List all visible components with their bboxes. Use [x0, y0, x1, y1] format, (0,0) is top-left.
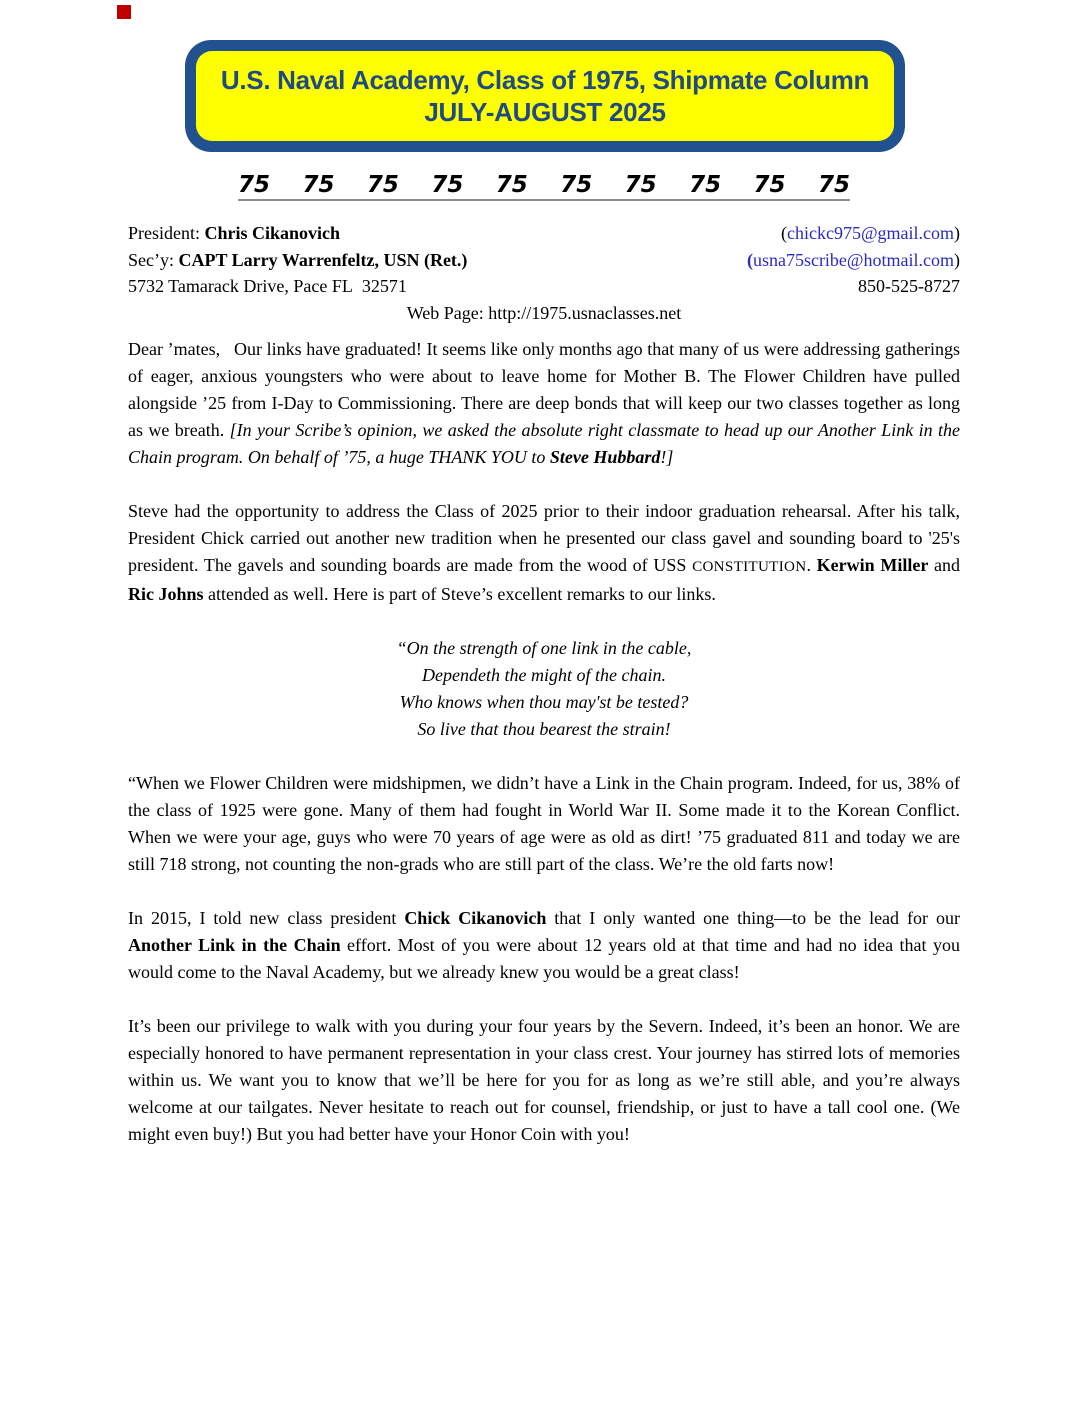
- text-run: and: [928, 555, 960, 575]
- body-content: [128, 336, 960, 1175]
- text-run: Another Link in the Chain: [128, 935, 341, 955]
- paren-open: (: [780, 223, 787, 243]
- divider-75: 75: [366, 172, 399, 198]
- text-run: !]: [660, 447, 674, 467]
- divider-75: 75: [817, 172, 850, 198]
- contact-row-secretary: [128, 247, 960, 274]
- body-paragraph: [128, 1013, 960, 1148]
- secretary-email-link[interactable]: usna75scribe@hotmail.com: [752, 249, 954, 270]
- text-run: Steve had the opportunity to address the Class of 2025 prior to their indoor graduation rehearsal. After his talk, President Chick carried out another new tradition when he presented our class gavel and sounding board to '25's president. The gavels and sounding boards are made from the wood of USS: [128, 501, 960, 575]
- banner-subtitle: JULY-AUGUST 2025: [424, 97, 666, 127]
- divider-75-row: [238, 172, 850, 201]
- text-run: “When we Flower Children were midshipmen, we didn’t have a Link in the Chain program. Indeed, for us, 38% of the class of 1925 were gone. Many of them had fought in World War II. Some made it to the Korean Conflict. When we were your age, guys who were 70 years of age were as old as dirt! ’75 graduated 811 and today we are still 718 strong, not counting the non-grads who are still part of the class. We’re the old farts now!: [128, 773, 960, 874]
- contact-row-president: [128, 220, 960, 247]
- title-banner: [185, 40, 905, 152]
- text-run: In 2015, I told new class president: [128, 908, 405, 928]
- divider-75: 75: [495, 172, 528, 198]
- secretary-phone: 850-525-8727: [858, 276, 960, 296]
- president-email-link[interactable]: chickc975@gmail.com: [786, 223, 954, 243]
- divider-75: 75: [624, 172, 657, 198]
- president-left: [128, 220, 340, 247]
- body-paragraph: [128, 905, 960, 986]
- text-run: CONSTITUTION: [692, 559, 807, 575]
- text-run: attended as well. Here is part of Steve’s excellent remarks to our links.: [203, 584, 716, 604]
- red-corner-marker: [117, 5, 131, 19]
- paren-close: ): [954, 249, 960, 270]
- text-run: It’s been our privilege to walk with you during your four years by the Severn. Indeed, it’s been an honor. We are especially honored to have permanent representation in your class crest. Your journey has stirred lots of memories within us. We want you to know that we’ll be here for you for as long as we’re still able, and you’re always welcome at our tailgates. Never hesitate to reach out for counsel, friendship, or just to have a tall cool one. (We might even buy!) But you had better have your Honor Coin with you!: [128, 1016, 960, 1144]
- quote-line: “On the strength of one link in the cable,: [396, 638, 692, 658]
- text-run: effort. Most of you were about 12 years old at that time and had no idea that you would come to the Naval Academy, but we already knew you would be a great class!: [128, 935, 960, 982]
- text-run: that I only wanted one thing—to be the lead for our: [546, 908, 960, 928]
- secretary-label: Sec’y:: [128, 249, 179, 270]
- text-run: Dear ’mates, Our links have graduated! It seems like only months ago that many of us were addressing gatherings of eager, anxious youngsters who were about to leave home for Mother B. The Flower Children have pulled alongside ’25 from I-Day to Commissioning. There are deep bonds that will keep our two classes together as long as we breath.: [128, 339, 960, 440]
- body-paragraph: [128, 336, 960, 471]
- secretary-left: [128, 247, 467, 274]
- text-run: [In your Scribe’s opinion, we asked the absolute right classmate to head up our Another Link in the Chain program. On behalf of ’75, a huge THANK YOU to: [128, 420, 960, 467]
- secretary-right: [747, 247, 960, 274]
- contact-block: [128, 220, 960, 326]
- divider-75: 75: [560, 172, 593, 198]
- paren-close: ): [954, 223, 960, 243]
- text-run: Steve Hubbard: [549, 447, 661, 467]
- webpage-line: Web Page: http://1975.usnaclasses.net: [406, 302, 682, 323]
- divider-75: 75: [753, 172, 786, 198]
- president-right: [781, 220, 960, 247]
- text-run: .: [806, 555, 817, 575]
- divider-75: 75: [302, 172, 335, 198]
- secretary-address: 5732 Tamarack Drive, Pace FL 32571: [128, 276, 407, 296]
- quote-line: Dependeth the might of the chain.: [422, 665, 666, 685]
- text-run: Ric Johns: [128, 584, 204, 604]
- text-run: Kerwin Miller: [816, 555, 929, 575]
- president-name: Chris Cikanovich: [204, 223, 341, 243]
- title-banner-inner: [196, 51, 894, 141]
- contact-row-address: [128, 273, 960, 300]
- banner-title: U.S. Naval Academy, Class of 1975, Shipmate Column: [220, 65, 870, 95]
- divider-75: 75: [238, 172, 271, 198]
- president-label: President:: [128, 223, 205, 243]
- divider-75: 75: [431, 172, 464, 198]
- body-paragraph: [128, 770, 960, 878]
- body-paragraph: [128, 498, 960, 608]
- paren-open: (: [746, 249, 753, 270]
- quote-line: So live that thou bearest the strain!: [417, 719, 671, 739]
- quote-line: Who knows when thou may'st be tested?: [399, 692, 689, 712]
- secretary-name: CAPT Larry Warrenfeltz, USN (Ret.): [178, 249, 468, 270]
- text-run: Chick Cikanovich: [404, 908, 547, 928]
- divider-75: 75: [689, 172, 722, 198]
- quote-block: [128, 635, 960, 743]
